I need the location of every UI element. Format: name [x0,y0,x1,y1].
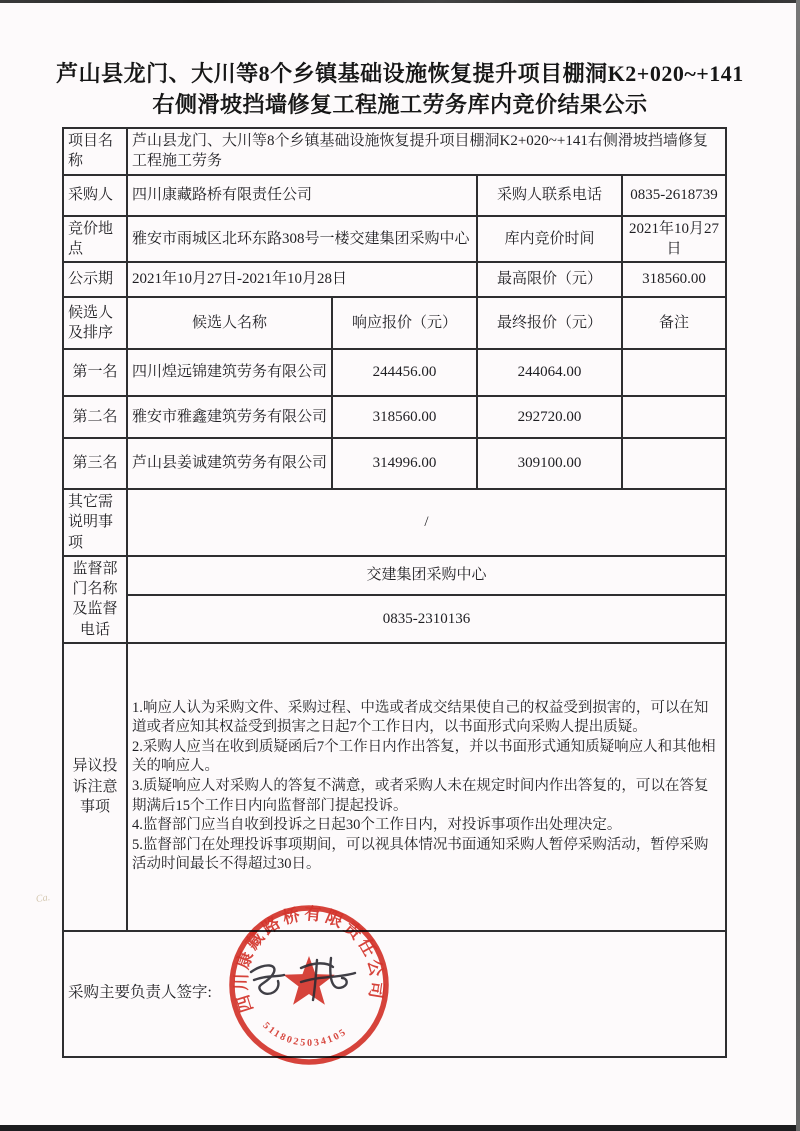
project-name-label: 项目名称 [63,128,127,175]
candidate-response-price: 318560.00 [332,396,477,438]
row-bidding-venue [63,216,726,263]
purchaser-label: 采购人 [63,175,127,216]
objection-item-4: 4.监督部门应当自收到投诉之日起30个工作日内，对投诉事项作出处理决定。 [132,817,622,834]
candidates-remark-header: 备注 [622,297,726,349]
candidate-row-1 [63,349,726,396]
candidate-row-2 [63,396,726,438]
candidates-response-header: 响应报价（元） [332,297,477,349]
scan-edge-right [796,0,800,1131]
candidate-response-price: 314996.00 [332,438,477,489]
objection-item-5: 5.监督部门在处理投诉事项期间，可以视具体情况书面通知采购人暂停采购活动，暂停采购活动时间最长不得超过30日。 [132,836,709,873]
row-purchaser [63,175,726,216]
stamp-code-text: 5118025034105 [260,1020,350,1049]
candidate-rank: 第二名 [63,396,127,438]
candidate-name: 芦山县姜诚建筑劳务有限公司 [127,438,332,489]
candidate-remark [622,349,726,396]
venue-value: 雅安市雨城区北环东路308号一楼交建集团采购中心 [127,216,477,263]
supervision-phone-value: 0835-2310136 [127,595,726,643]
candidate-final-price: 244064.00 [477,349,622,396]
candidate-remark [622,396,726,438]
other-notes-value: / [127,489,726,556]
bid-time-value: 2021年10月27日 [622,216,726,263]
candidate-rank: 第三名 [63,438,127,489]
signature-label: 采购主要负责人签字: [63,931,726,1057]
objection-item-1: 1.响应人认为采购文件、采购过程、中选或者成交结果使自己的权益受到损害的，可以在知道或者应知其权益受到损害之日起7个工作日内，以书面形式向采购人提出质疑。 [132,699,709,736]
row-signature [63,931,726,1057]
row-other-notes [63,489,726,556]
objection-label: 异议投诉注意事项 [63,643,127,931]
project-name-value: 芦山县龙门、大川等8个乡镇基础设施恢复提升项目棚洞K2+020~+141右侧滑坡挡墙修复工程施工劳务 [127,128,726,175]
objection-item-2: 2.采购人应当在收到质疑函后7个工作日内作出答复，并以书面形式通知质疑响应人和其他相关的响应人。 [132,738,716,775]
max-price-label: 最高限价（元） [477,262,622,297]
purchaser-value: 四川康藏路桥有限责任公司 [127,175,477,216]
candidate-final-price: 292720.00 [477,396,622,438]
row-objection-notice [63,643,726,931]
candidate-final-price: 309100.00 [477,438,622,489]
candidate-remark [622,438,726,489]
other-notes-label: 其它需说明事项 [63,489,127,556]
publicity-label: 公示期 [63,262,127,297]
objection-notice-text [127,643,726,931]
candidate-rank: 第一名 [63,349,127,396]
scan-edge-bottom [0,1125,800,1131]
supervision-label: 监督部门名称及监督电话 [63,556,127,643]
row-publicity-period [63,262,726,297]
candidates-rank-header: 候选人及排序 [63,297,127,349]
candidates-name-header: 候选人名称 [127,297,332,349]
result-table [62,127,727,1058]
purchaser-phone-value: 0835-2618739 [622,175,726,216]
row-project-name [63,128,726,175]
row-supervision-dept [63,556,726,595]
publicity-value: 2021年10月27日-2021年10月28日 [127,262,477,297]
row-supervision-phone [63,595,726,643]
objection-item-3: 3.质疑响应人对采购人的答复不满意，或者采购人未在规定时间内作出答复的，可以在答复期满后15个工作日内向监督部门提起投诉。 [132,777,709,814]
pencil-margin-mark: Ca. [35,892,51,905]
candidates-final-header: 最终报价（元） [477,297,622,349]
candidate-row-3 [63,438,726,489]
candidate-name: 四川煌远锦建筑劳务有限公司 [127,349,332,396]
venue-label: 竞价地点 [63,216,127,263]
purchaser-phone-label: 采购人联系电话 [477,175,622,216]
candidate-name: 雅安市雅鑫建筑劳务有限公司 [127,396,332,438]
bid-time-label: 库内竞价时间 [477,216,622,263]
row-candidates-header [63,297,726,349]
max-price-value: 318560.00 [622,262,726,297]
page-title: 芦山县龙门、大川等8个乡镇基础设施恢复提升项目棚洞K2+020~+141右侧滑坡挡墙修复工程施工劳务库内竞价结果公示 [56,61,744,118]
stamp-company-text: 四川康藏路桥有限责任公司 [231,904,387,1015]
candidate-response-price: 244456.00 [332,349,477,396]
scan-edge-top [0,0,800,3]
supervision-dept-value: 交建集团采购中心 [127,556,726,595]
